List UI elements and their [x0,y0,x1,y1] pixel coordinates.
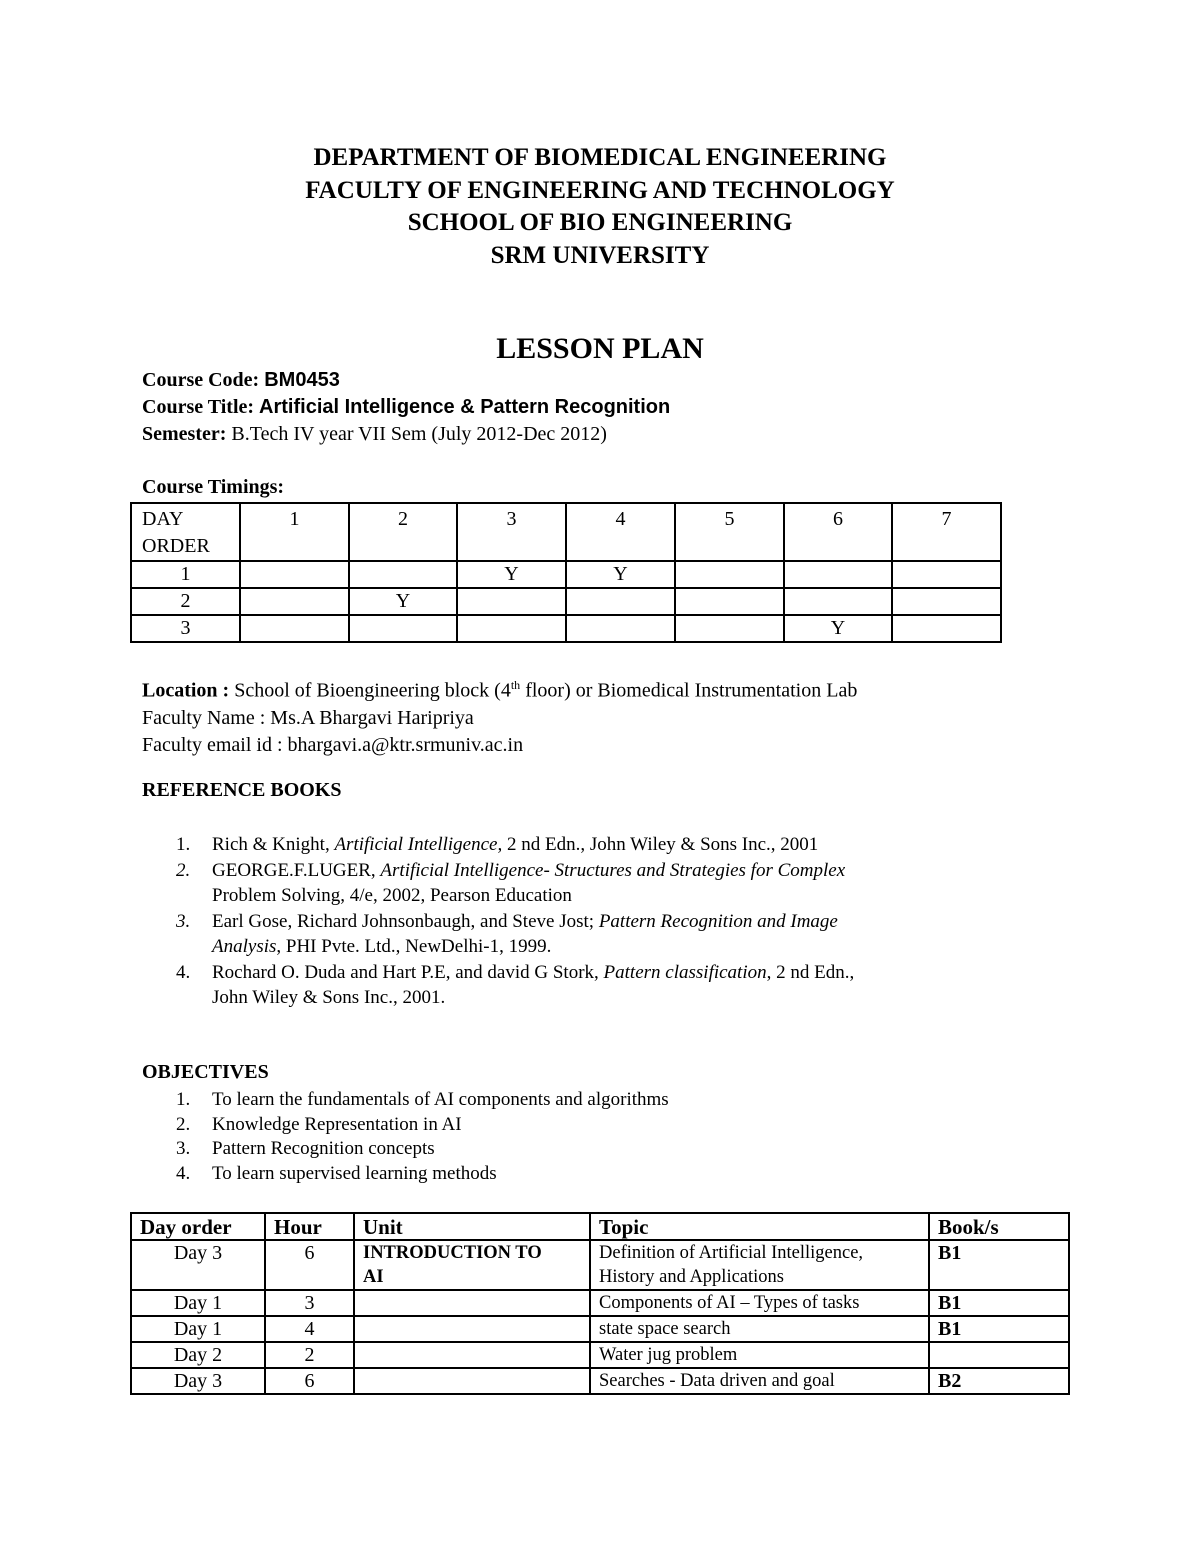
document-header [0,142,1200,272]
list-number: 1. [176,834,191,855]
timings-cell [566,588,675,615]
header-department: DEPARTMENT OF BIOMEDICAL ENGINEERING [313,144,887,171]
list-item: 1. To learn the fundamentals of AI components and algorithms [142,1088,669,1113]
objectives-list [142,1088,669,1186]
timings-day: 1 [131,561,240,588]
plan-header-dayorder: Day order [131,1213,265,1240]
plan-topic: Searches - Data driven and goal [590,1368,929,1394]
plan-book: B1 [929,1290,1069,1316]
plan-unit [354,1342,590,1368]
location-text-after: floor) or Biomedical Instrumentation Lab [525,679,858,702]
timings-row [131,561,1001,588]
location-text: School of Bioengineering block (4 [234,679,511,702]
timings-header-hour: 6 [784,503,892,561]
course-info [142,367,670,448]
plan-header-topic: Topic [590,1213,929,1240]
timings-row [131,588,1001,615]
plan-hour: 6 [265,1240,354,1290]
semester-value: B.Tech IV year VII Sem (July 2012-Dec 2012) [231,423,607,445]
location-label: Location : [142,679,230,702]
course-timings-table [130,502,1002,643]
semester-line [142,421,670,448]
list-item: 2. Knowledge Representation in AI [142,1113,669,1138]
list-number: 2. [176,859,191,881]
timings-row [131,615,1001,642]
faculty-name: Faculty Name : Ms.A Bhargavi Haripriya [142,706,474,729]
timings-cell [675,615,784,642]
list-number: 4. [176,1162,191,1184]
timings-cell [457,588,566,615]
location-block [142,672,857,759]
timings-header-hour: 7 [892,503,1001,561]
list-item: 4. Rochard O. Duda and Hart P.E, and david G Stork, Pattern classification, 2 nd Edn., John Wiley & Sons Inc., 2001. [176,961,855,1008]
list-item: 1. Rich & Knight, Artificial Intelligence, 2 nd Edn., John Wiley & Sons Inc., 2001 [142,832,1002,858]
plan-day: Day 3 [131,1240,265,1290]
timings-cell [892,561,1001,588]
timings-cell [892,588,1001,615]
lesson-plan-table [130,1212,1070,1395]
table-row [131,1342,1069,1368]
list-number: 3. [176,1138,191,1159]
timings-cell [784,588,892,615]
plan-topic: Water jug problem [590,1342,929,1368]
timings-header-row [131,503,1001,561]
plan-book: B1 [929,1316,1069,1342]
list-item: 3. Earl Gose, Richard Johnsonbaugh, and Steve Jost; Pattern Recognition and Image Analysis, PHI Pvte. Ltd., NewDelhi-1, 1999. [176,910,838,957]
header-faculty: FACULTY OF ENGINEERING AND TECHNOLOGY [305,176,895,204]
location-sup: th [510,678,521,692]
timings-cell [784,561,892,588]
timings-header-hour: 2 [349,503,457,561]
table-row [131,1240,1069,1290]
table-row [131,1290,1069,1316]
table-row [131,1316,1069,1342]
course-code-value: BM0453 [264,369,340,391]
timings-cell [892,615,1001,642]
plan-hour: 4 [265,1316,354,1342]
course-title-line [142,394,670,421]
plan-topic: state space search [590,1316,929,1342]
plan-unit [354,1316,590,1342]
plan-hour: 3 [265,1290,354,1316]
plan-topic: Definition of Artificial Intelligence, History and Applications [590,1240,929,1290]
list-number: 3. [176,910,191,932]
timings-cell [240,588,349,615]
plan-book: B1 [929,1240,1069,1290]
plan-day: Day 3 [131,1368,265,1394]
plan-unit [354,1368,590,1394]
course-timings-label: Course Timings: [142,476,285,498]
list-number: 4. [176,961,191,983]
timings-cell [675,561,784,588]
reference-books-heading: REFERENCE BOOKS [142,779,342,801]
timings-cell [566,615,675,642]
header-university: SRM UNIVERSITY [490,241,710,269]
plan-day: Day 2 [131,1342,265,1368]
timings-cell: Y [566,561,675,588]
timings-cell [349,615,457,642]
timings-day: 2 [131,588,240,615]
timings-cell [457,615,566,642]
plan-hour: 2 [265,1342,354,1368]
timings-header-hour: 5 [675,503,784,561]
timings-cell: Y [784,615,892,642]
timings-header-hour: 3 [457,503,566,561]
plan-topic: Components of AI – Types of tasks [590,1290,929,1316]
timings-header-hour: 1 [240,503,349,561]
reference-books-list [142,832,1002,1011]
plan-book [929,1342,1069,1368]
location-line [142,672,857,705]
timings-cell: Y [457,561,566,588]
plan-header-unit: Unit [354,1213,590,1240]
plan-unit [354,1290,590,1316]
plan-header-row [131,1213,1069,1240]
plan-book: B2 [929,1368,1069,1394]
timings-header-hour: 4 [566,503,675,561]
semester-label: Semester: [142,423,227,445]
timings-day: 3 [131,615,240,642]
timings-header-dayorder: DAY ORDER [131,503,240,561]
plan-unit: INTRODUCTION TO AI [354,1240,590,1290]
timings-cell [240,561,349,588]
header-school: SCHOOL OF BIO ENGINEERING [407,209,793,236]
timings-cell: Y [349,588,457,615]
plan-header-books: Book/s [929,1213,1069,1240]
plan-header-hour: Hour [265,1213,354,1240]
course-title-value: Artificial Intelligence & Pattern Recognition [259,396,671,418]
list-item: 2. GEORGE.F.LUGER, Artificial Intelligence- Structures and Strategies for Complex Problem Solving, 4/e, 2002, Pearson Education [176,859,846,906]
table-row [131,1368,1069,1394]
timings-cell [675,588,784,615]
page-title: LESSON PLAN [496,332,704,365]
faculty-email: Faculty email id : bhargavi.a@ktr.srmuniv.ac.in [142,733,524,756]
timings-cell [349,561,457,588]
objectives-heading: OBJECTIVES [142,1061,269,1083]
plan-day: Day 1 [131,1290,265,1316]
plan-hour: 6 [265,1368,354,1394]
list-number: 1. [176,1089,191,1110]
course-title-label: Course Title: [142,396,255,418]
course-code-label: Course Code: [142,369,260,391]
list-item: 4. To learn supervised learning methods [142,1162,669,1187]
list-item: 3. Pattern Recognition concepts [142,1137,669,1162]
timings-cell [240,615,349,642]
list-number: 2. [176,1113,191,1135]
plan-day: Day 1 [131,1316,265,1342]
course-code-line [142,367,670,394]
